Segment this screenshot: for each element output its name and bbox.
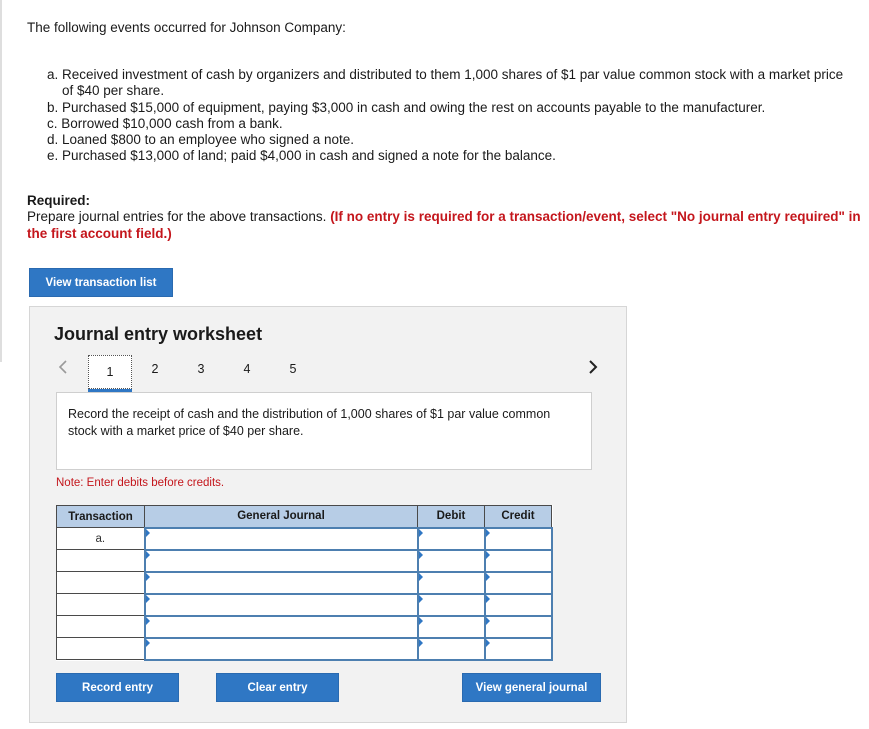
table-row [57,528,552,550]
events-list [47,67,847,165]
view-transaction-list-button[interactable]: View transaction list [29,268,173,297]
event-e: e. Purchased $13,000 of land; paid $4,000 in cash and signed a note for the balance. [47,148,556,164]
transaction-prompt: Record the receipt of cash and the distribution of 1,000 shares of $1 par value common stock with a market price of $40 per share. [56,392,592,470]
worksheet-title: Journal entry worksheet [54,324,263,344]
col-header-debit: Debit [418,506,485,528]
table-row [57,638,552,660]
transaction-cell: a. [57,528,145,550]
account-input[interactable] [145,572,418,594]
transaction-cell [57,616,145,638]
table-row [57,572,552,594]
col-header-credit: Credit [485,506,552,528]
view-general-journal-button[interactable]: View general journal [462,673,601,702]
debit-input[interactable] [418,638,485,660]
account-input[interactable] [145,550,418,572]
account-input[interactable] [145,528,418,550]
credit-input[interactable] [485,528,552,550]
page-tab-2[interactable]: 2 [151,362,159,376]
debit-input[interactable] [418,528,485,550]
event-c: c. Borrowed $10,000 cash from a bank. [47,115,283,131]
clear-entry-button[interactable]: Clear entry [216,673,339,702]
credit-input[interactable] [485,616,552,638]
table-row [57,550,552,572]
debit-credit-note: Note: Enter debits before credits. [56,477,225,489]
credit-input[interactable] [485,550,552,572]
journal-table [56,505,553,661]
credit-input[interactable] [485,638,552,660]
page-tab-4[interactable]: 4 [243,362,251,376]
account-input[interactable] [145,616,418,638]
debit-input[interactable] [418,572,485,594]
chevron-right-icon[interactable] [586,359,600,375]
journal-entry-worksheet [29,306,627,723]
transaction-cell [57,594,145,616]
required-heading: Required: [27,193,91,208]
debit-input[interactable] [418,550,485,572]
account-input[interactable] [145,594,418,616]
col-header-transaction: Transaction [57,506,145,528]
left-edge-bar [0,0,2,362]
debit-input[interactable] [418,616,485,638]
event-b: b. Purchased $15,000 of equipment, paying $3,000 in cash and owing the rest on accounts payable to the manufacturer. [47,99,766,115]
event-a: a. Received investment of cash by organizers and distributed to them 1,000 shares of $1 par value common stock with a market price of $40 per share. [47,67,844,99]
record-entry-button[interactable]: Record entry [56,673,179,702]
required-text: Prepare journal entries for the above transactions. [27,209,327,224]
account-input[interactable] [145,638,418,660]
page-tab-1[interactable]: 1 [88,355,132,389]
transaction-cell [57,550,145,572]
required-red-instruction: (If no entry is required for a transaction/event, select "No journal entry required" in the first account field.) [27,209,861,241]
chevron-left-icon[interactable] [56,359,70,375]
table-row [57,616,552,638]
page-tab-5[interactable]: 5 [289,362,297,376]
credit-input[interactable] [485,572,552,594]
page-tab-3[interactable]: 3 [197,362,205,376]
debit-input[interactable] [418,594,485,616]
credit-input[interactable] [485,594,552,616]
transaction-cell [57,638,145,660]
transaction-cell [57,572,145,594]
col-header-general-journal: General Journal [145,506,418,528]
required-instructions [27,209,869,242]
table-row [57,594,552,616]
worksheet-pager [30,355,626,385]
event-d: d. Loaned $800 to an employee who signed a note. [47,132,354,148]
intro-text: The following events occurred for Johnson Company: [27,20,346,35]
journal-header-row [57,506,552,528]
